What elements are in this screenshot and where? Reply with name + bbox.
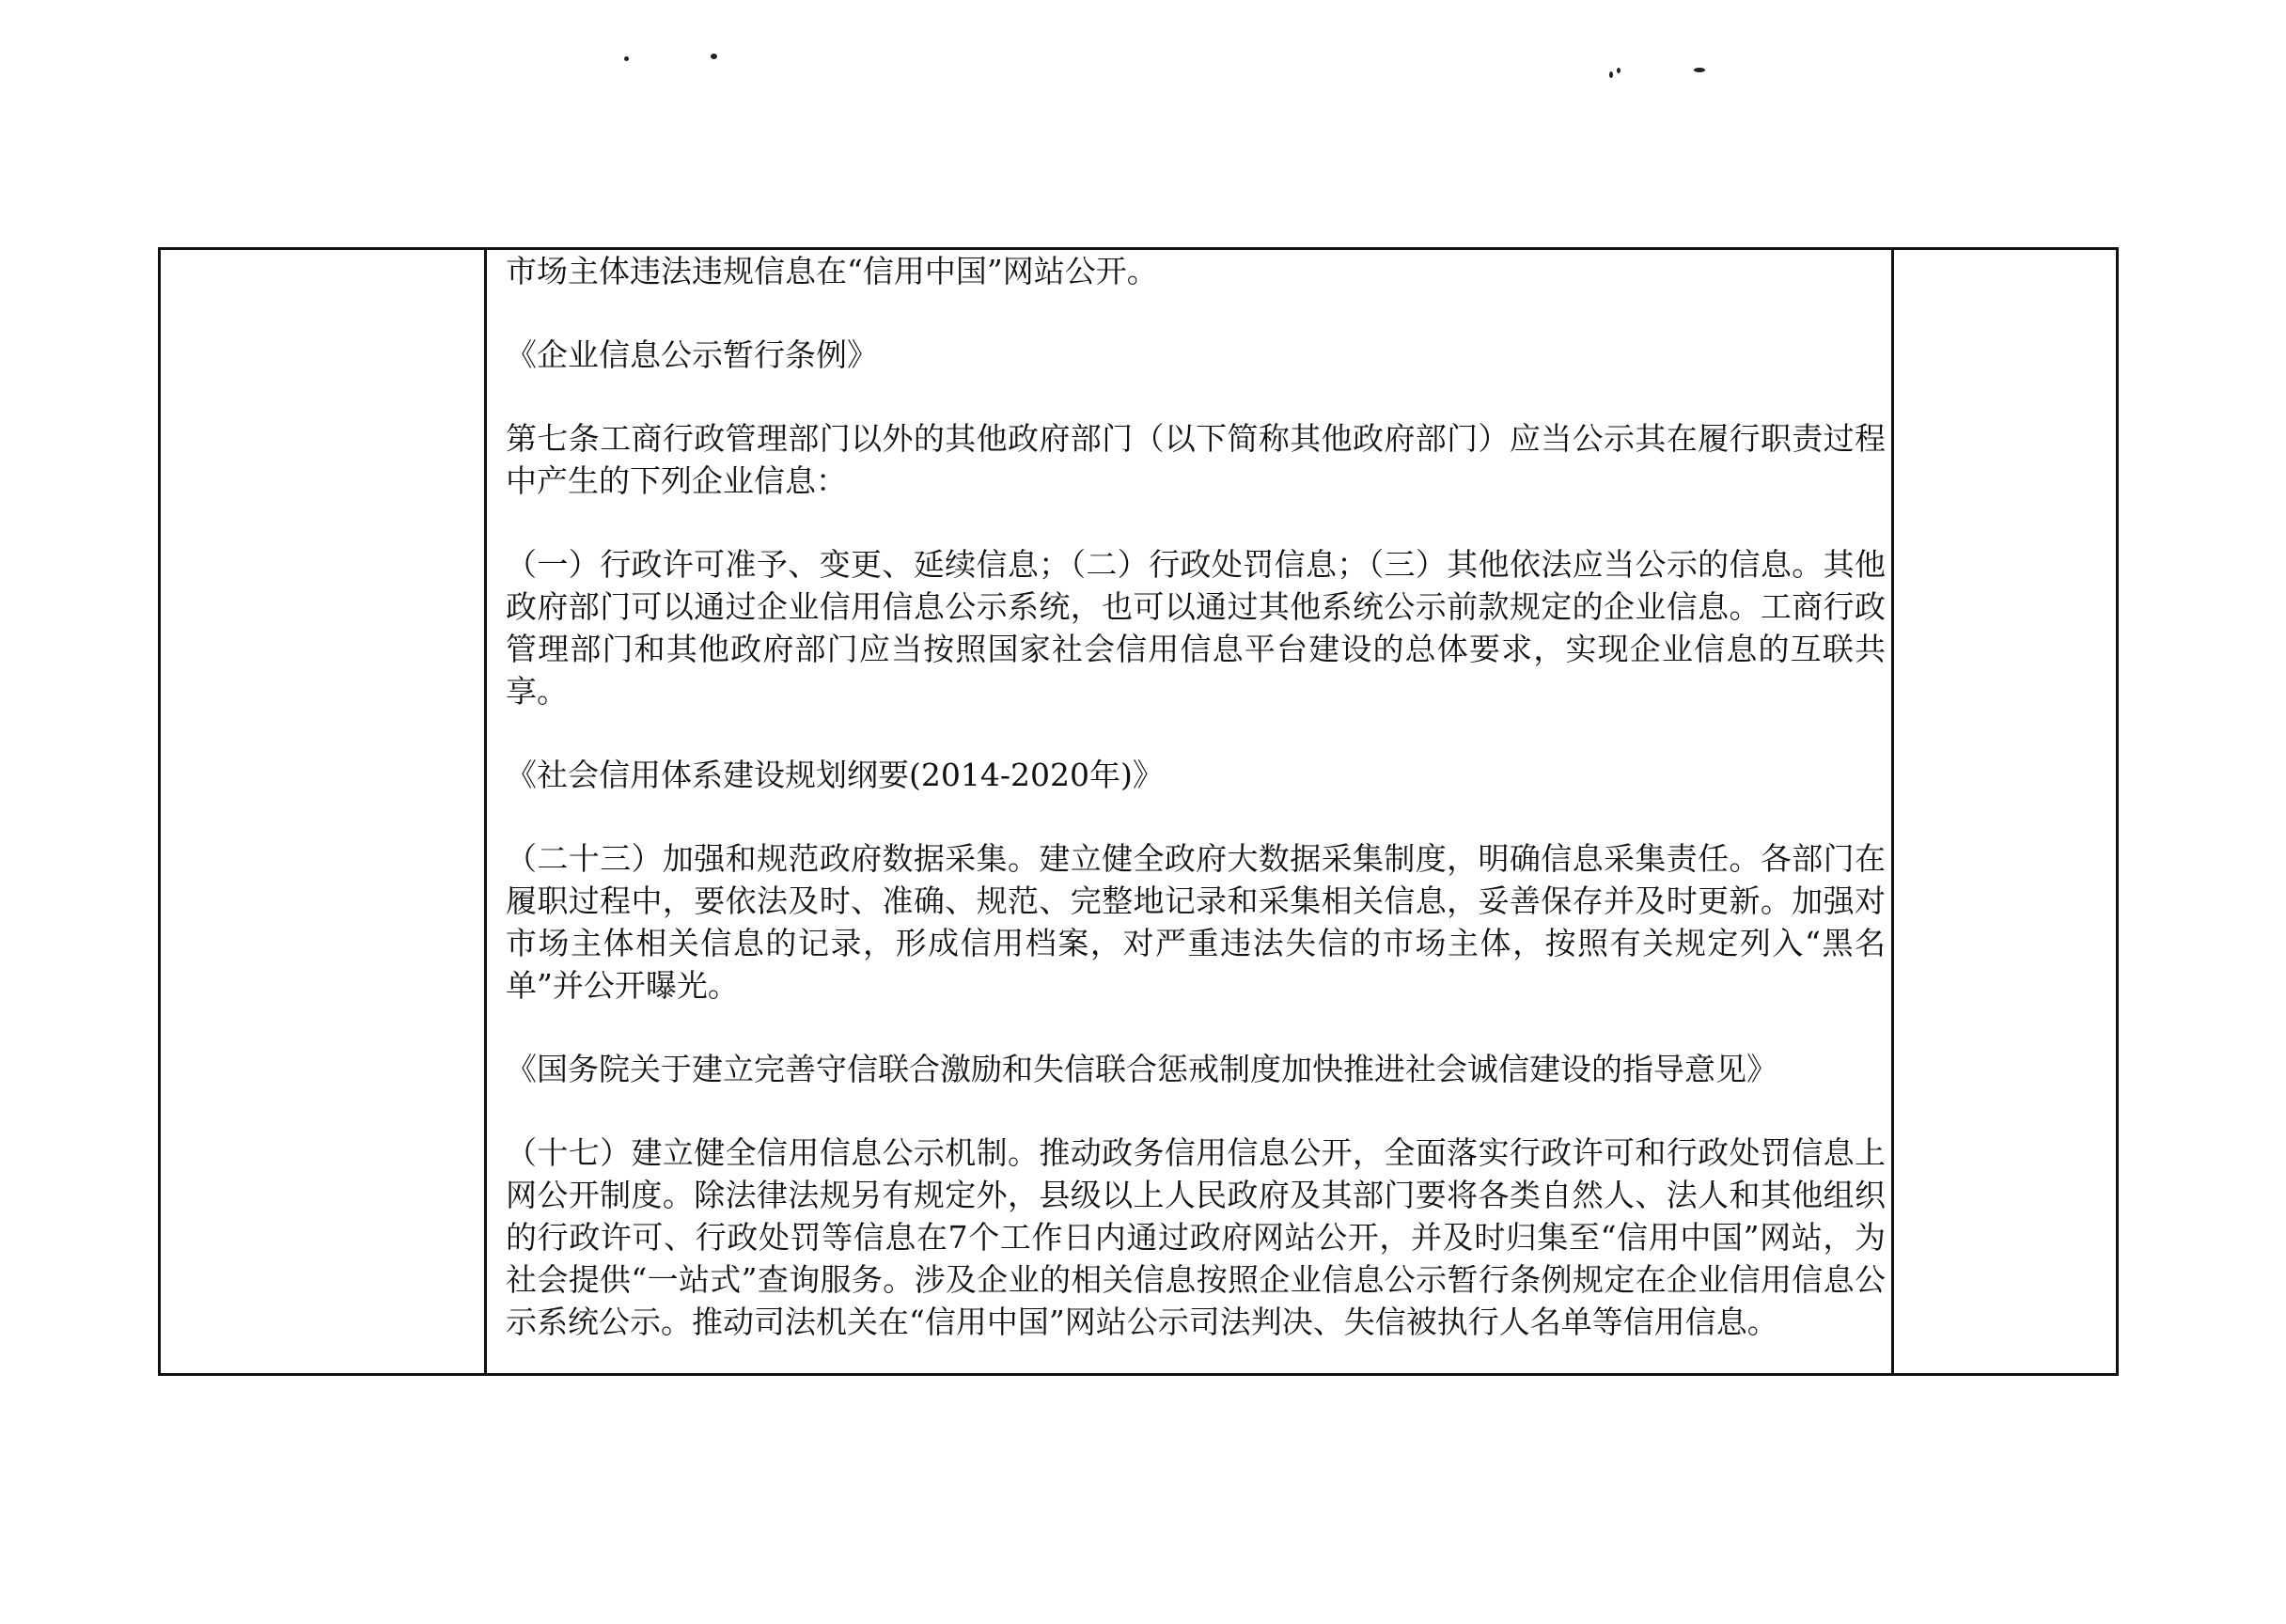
regulation-table — [158, 247, 2119, 1376]
regulation-title: 《企业信息公示暂行条例》 — [506, 336, 878, 373]
paragraph: （十七）建立健全信用信息公示机制。推动政务信用信息公开，全面落实行政许可和行政处罚信息上网公开制度。除法律法规另有规定外，县级以上人民政府及其部门要将各类自然人、法人和其他组织的行政许可、行政处罚等信息在7个工作日内通过政府网站公开，并及时归集至“信用中国”网站，为社会提供“一站式”查询服务。涉及企业的相关信息按照企业信息公示暂行条例规定在企业信用信息公示系统公示。推动司法机关在“信用中国”网站公示司法判决、失信被执行人名单等信用信息。 — [506, 1134, 1886, 1340]
scan-speck — [1609, 71, 1613, 78]
scan-speck — [1694, 68, 1705, 72]
scan-speck — [1617, 68, 1621, 73]
scan-speck — [624, 56, 629, 61]
scan-speck — [711, 54, 717, 59]
paragraph: 市场主体违法违规信息在“信用中国”网站公开。 — [506, 253, 1158, 289]
column-divider-left — [484, 250, 487, 1373]
basis-text-cell — [506, 250, 1886, 1343]
paragraph: （二十三）加强和规范政府数据采集。建立健全政府大数据采集制度，明确信息采集责任。各部门在履职过程中，要依法及时、准确、规范、完整地记录和采集相关信息，妥善保存并及时更新。加强对市场主体相关信息的记录，形成信用档案，对严重违法失信的市场主体，按照有关规定列入“黑名单”并公开曝光。 — [506, 840, 1886, 1004]
regulation-title: 《社会信用体系建设规划纲要(2014-2020年)》 — [506, 757, 1164, 793]
paragraph: （一）行政许可准予、变更、延续信息；（二）行政处罚信息；（三）其他依法应当公示的信息。其他政府部门可以通过企业信用信息公示系统，也可以通过其他系统公示前款规定的企业信息。工商行政管理部门和其他政府部门应当按照国家社会信用信息平台建设的总体要求，实现企业信息的互联共享。 — [506, 546, 1886, 710]
column-divider-right — [1891, 250, 1894, 1373]
paragraph: 第七条工商行政管理部门以外的其他政府部门（以下简称其他政府部门）应当公示其在履行职责过程中产生的下列企业信息： — [506, 420, 1886, 499]
regulation-title: 《国务院关于建立完善守信联合激励和失信联合惩戒制度加快推进社会诚信建设的指导意见》 — [506, 1051, 1777, 1087]
